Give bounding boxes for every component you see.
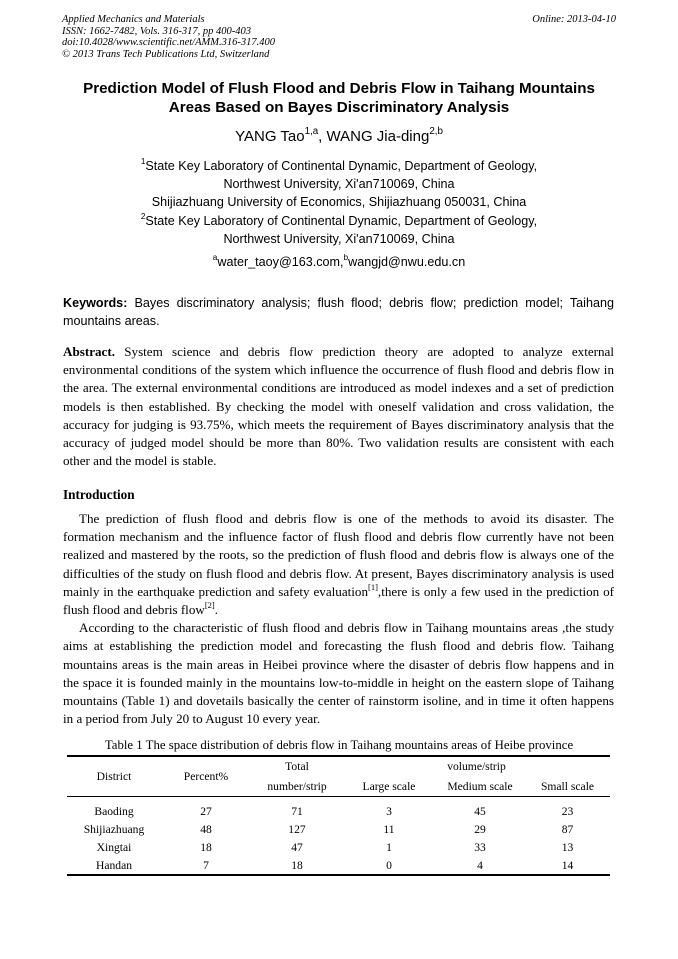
cell-small: 13	[561, 840, 574, 854]
author-2: WANG Jia-ding	[326, 128, 430, 145]
email-author-2[interactable]: wangjd@nwu.edu.cn	[348, 255, 466, 269]
cell-percent: 48	[200, 822, 212, 836]
author-1: YANG Tao	[235, 128, 305, 145]
cell-district: Baoding	[94, 804, 134, 818]
header-volume: volume/strip	[447, 759, 506, 773]
introduction-heading: Introduction	[63, 487, 135, 502]
cell-percent: 7	[203, 858, 209, 872]
header-medium-scale: Medium scale	[447, 779, 513, 793]
cell-small: 23	[561, 804, 574, 818]
keywords-text: Bayes discriminatory analysis; flush flood; debris flow; prediction model; Taihang mountains areas.	[63, 296, 614, 328]
cell-medium: 45	[474, 804, 486, 818]
table-row	[67, 802, 610, 820]
cell-percent: 18	[200, 840, 212, 854]
author-separator: ,	[318, 128, 327, 145]
table-row	[67, 856, 610, 874]
citation-ref[interactable]: [1]	[368, 581, 378, 592]
title-line-1: Prediction Model of Flush Flood and Debris Flow in Taihang Mountains	[83, 80, 595, 97]
author-2-affil: 2,b	[429, 126, 443, 138]
table-caption: Table 1 The space distribution of debris flow in Taihang mountains areas of Heibe province	[104, 738, 574, 752]
table-row	[67, 838, 610, 856]
keywords-section	[63, 294, 614, 330]
keywords-label: Keywords:	[63, 296, 128, 310]
author-emails	[62, 254, 616, 270]
cell-large: 11	[383, 822, 395, 836]
citation-ref[interactable]: [2]	[204, 599, 215, 610]
cell-small: 87	[561, 822, 574, 836]
email-marker: a	[212, 253, 218, 262]
table-bottom-rule	[67, 874, 610, 876]
cell-small: 14	[561, 858, 574, 872]
online-date: Online: 2013-04-10	[532, 14, 616, 25]
copyright-line: © 2013 Trans Tech Publications Ltd, Switzerland	[62, 48, 270, 60]
author-list	[62, 128, 616, 146]
header-percent: Percent%	[183, 769, 229, 783]
issn-line: ISSN: 1662-7482, Vols. 316-317, pp 400-403	[62, 25, 251, 37]
table-row	[67, 820, 610, 838]
cell-total: 18	[291, 858, 303, 872]
journal-name: Applied Mechanics and Materials	[62, 14, 205, 25]
affiliation-line: Northwest University, Xi'an710069, China	[223, 231, 455, 246]
doi-line: doi:10.4028/www.scientific.net/AMM.316-317.400	[62, 37, 275, 48]
header-total-unit: number/strip	[267, 779, 327, 793]
debris-flow-table	[67, 756, 610, 874]
affiliation-line: $^2$State Key Laboratory of Continental Dynamic, Department of Geology,	[140, 211, 538, 228]
cell-district: Xingtai	[96, 840, 132, 854]
affiliation-line: Northwest University, Xi'an710069, China	[223, 177, 455, 192]
paper-title	[62, 79, 616, 117]
affiliation-line: Shijiazhuang University of Economics, Shijiazhuang 050031, China	[151, 195, 527, 210]
cell-medium: 4	[477, 858, 483, 872]
cell-large: 1	[386, 840, 392, 854]
cell-large: 3	[386, 804, 392, 818]
journal-header	[62, 14, 616, 60]
cell-district: Shijiazhuang	[83, 822, 145, 836]
title-line-2: Areas Based on Bayes Discriminatory Analysis	[168, 99, 510, 116]
header-small-scale: Small scale	[540, 779, 595, 793]
abstract-section	[63, 343, 614, 470]
cell-total: 127	[288, 822, 306, 836]
affiliation-marker: 1	[140, 157, 146, 166]
cell-percent: 27	[200, 804, 212, 818]
abstract-label: Abstract.	[63, 344, 115, 359]
cell-total: 47	[291, 840, 303, 854]
cell-district: Handan	[95, 858, 133, 872]
intro-paragraph-1: The prediction of flush flood and debris flow is one of the methods to avoid its disaster. The formation mechanism and the influence factor of flush flood and debris flow currently have not been realized and mastered by the roots, so the prediction of flush flood and debris flow is always one of the difficulties of the study on flush flood and debris flow. At present, Bayes discriminatory analysis is used mainly in the earthquake prediction and safety evaluation[1],there is only a few used in the prediction of flush flood and debris flow[2].	[63, 511, 614, 618]
affiliation-marker: 2	[140, 211, 146, 221]
header-district: District	[96, 769, 132, 783]
cell-medium: 29	[474, 822, 486, 836]
header-total: Total	[285, 759, 309, 773]
author-1-affil: 1,a	[304, 126, 319, 138]
cell-medium: 33	[474, 840, 486, 854]
affiliation-line: $^1$State Key Laboratory of Continental Dynamic, Department of Geology,	[140, 157, 538, 173]
header-large-scale: Large scale	[362, 779, 416, 793]
intro-paragraph-2: According to the characteristic of flush flood and debris flow in Taihang mountains areas ,the study aims at establishing the prediction model and forecasting the flush flood and debris flow. Taihang mountains areas is the main areas in Heibei province where the disaster of debris flow happens and in the space it is founded mainly in the mountains low-to-middle in height on the eastern slope of Taihang mountains (Table 1) and dovetails basically the center of rainstorm isoline, and in time it often happens in a period from July 20 to August 10 every year.	[63, 620, 614, 727]
email-author-1[interactable]: water_taoy@163.com,	[217, 255, 344, 269]
abstract-text: System science and debris flow prediction theory are adopted to analyze external environmental conditions of the system which influence the occurrence of flush flood and debris flow in the area. The external environmental conditions are introduced as model indexes and a set of prediction models is then established. By checking the model with oneself validation and cross validation, the accuracy for judging is 93.75%, which meets the requirement of Bayes discriminatory analysis that the accuracy of judged model should be more than 80%. Two validation results are consistent with each other and the model is stable.	[63, 344, 614, 469]
affiliations	[62, 157, 616, 248]
cell-large: 0	[386, 858, 392, 872]
email-marker: b	[343, 253, 349, 262]
cell-total: 71	[291, 804, 303, 818]
introduction-body	[63, 510, 614, 728]
